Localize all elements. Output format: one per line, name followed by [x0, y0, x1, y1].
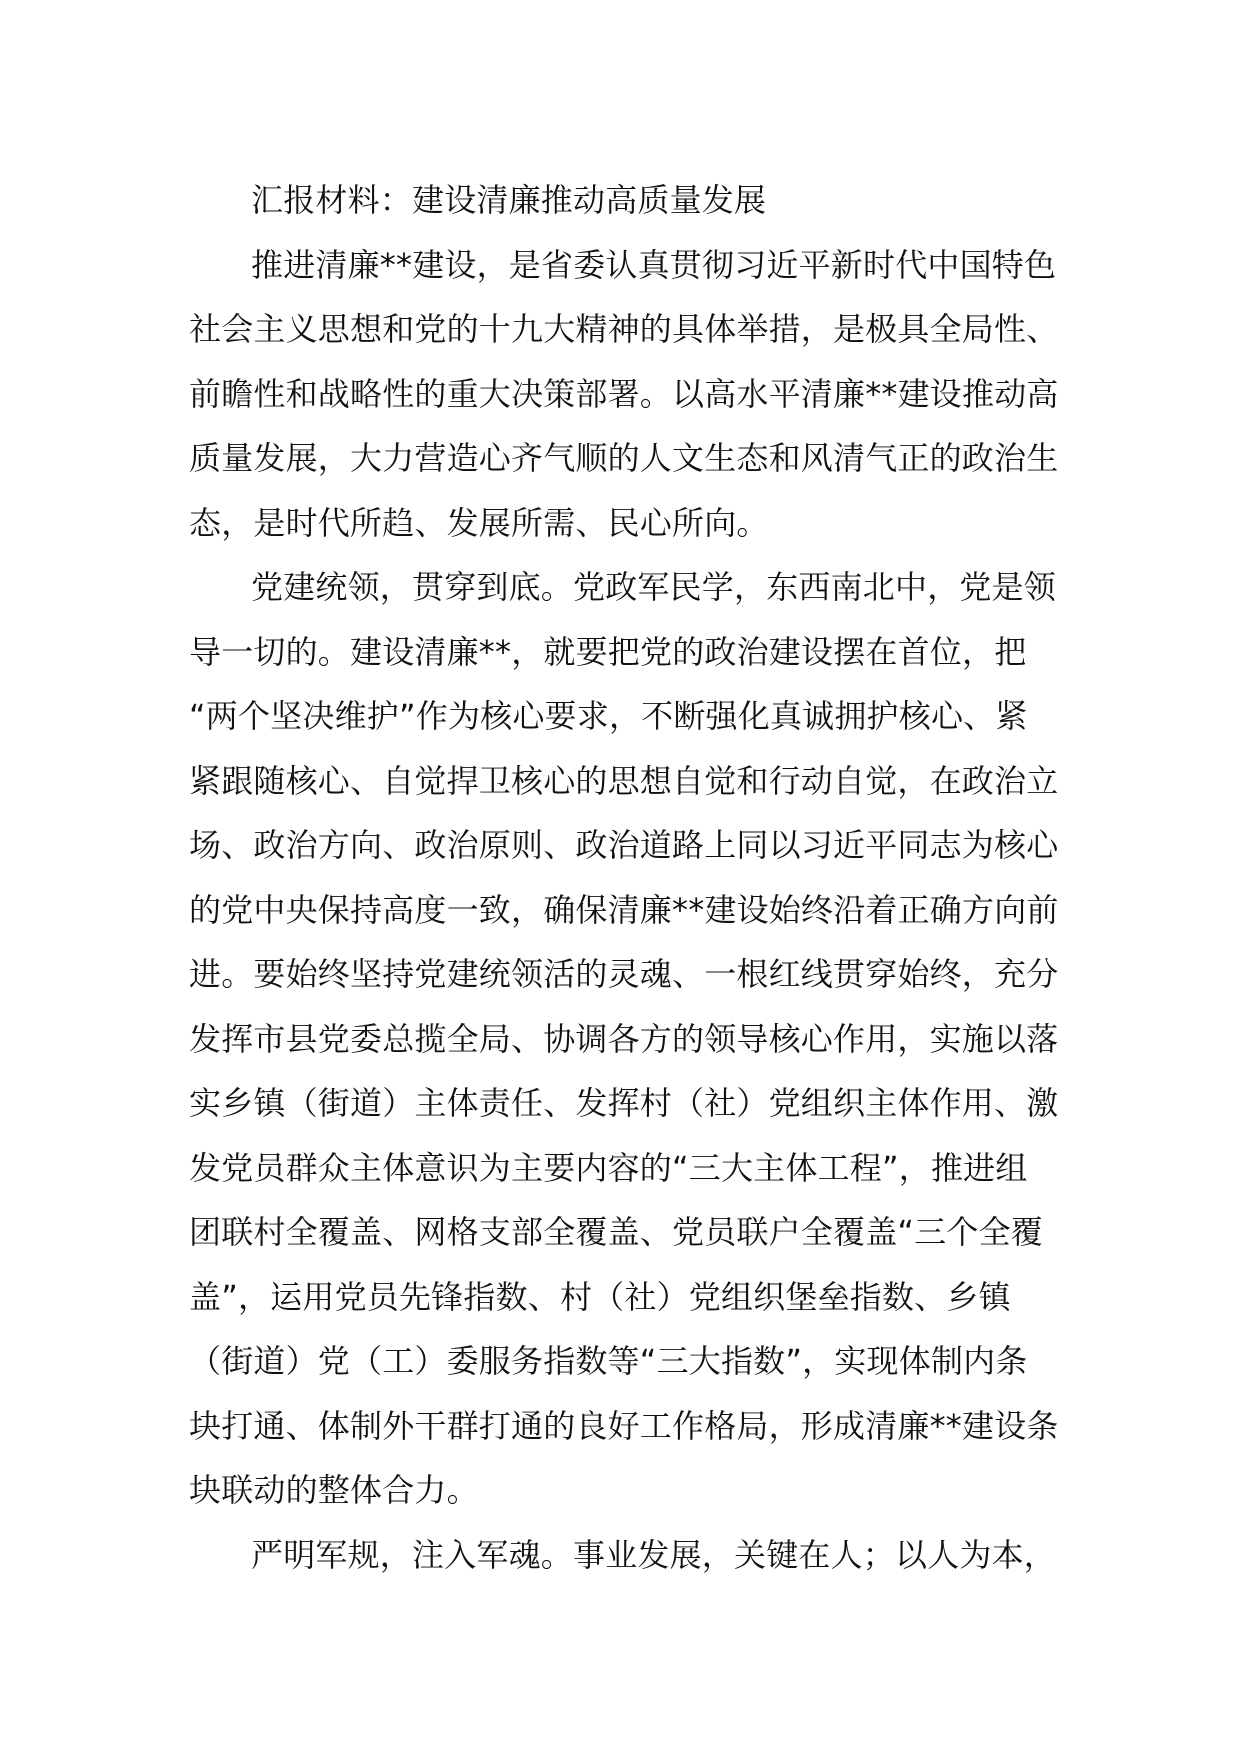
paragraph-line: 团联村全覆盖、网格支部全覆盖、党员联户全覆盖“三个全覆: [189, 1213, 1043, 1251]
paragraph-3: [189, 1523, 1061, 1588]
paragraph-line: 发党员群众主体意识为主要内容的“三大主体工程”，推进组: [189, 1148, 1028, 1187]
paragraph-line: 场、政治方向、政治原则、政治道路上同以习近平同志为核心: [189, 826, 1059, 864]
paragraph-1: [189, 233, 1061, 556]
paragraph-2: [189, 555, 1061, 1523]
paragraph-line: 推进清廉**建设，是省委认真贯彻习近平新时代中国特色: [251, 245, 1057, 284]
paragraph-line: 盖”，运用党员先锋指数、村（社）党组织堡垒指数、乡镇: [189, 1277, 1011, 1316]
paragraph-line: 社会主义思想和党的十九大精神的具体举措，是极具全局性、: [189, 310, 1059, 348]
paragraph-line: 党建统领，贯穿到底。党政军民学，东西南北中，党是领: [251, 568, 1057, 606]
paragraph-line: 块打通、体制外干群打通的良好工作格局，形成清廉**建设条: [189, 1406, 1059, 1445]
paragraph-line: （街道）党（工）委服务指数等“三大指数”，实现体制内条: [189, 1342, 1028, 1380]
paragraph-line: 块联动的整体合力。: [189, 1471, 479, 1509]
paragraph-line: 导一切的。建设清廉**，就要把党的政治建设摆在首位，把: [189, 632, 1027, 671]
paragraph-line: 进。要始终坚持党建统领活的灵魂、一根红线贯穿始终，充分: [189, 955, 1059, 993]
paragraph-line: 态，是时代所趋、发展所需、民心所向。: [189, 503, 769, 542]
document-title: 汇报材料：建设清廉推动高质量发展: [251, 181, 767, 219]
paragraph-line: 严明军规，注入军魂。事业发展，关键在人；以人为本，: [251, 1535, 1057, 1574]
paragraph-line: 发挥市县党委总揽全局、协调各方的领导核心作用，实施以落: [189, 1019, 1059, 1058]
paragraph-line: 紧跟随核心、自觉捍卫核心的思想自觉和行动自觉，在政治立: [189, 761, 1059, 800]
paragraph-line: 的党中央保持高度一致，确保清廉**建设始终沿着正确方向前: [189, 890, 1059, 929]
document-page: [189, 168, 1061, 1587]
paragraph-line: 质量发展，大力营造心齐气顺的人文生态和风清气正的政治生: [189, 439, 1059, 477]
paragraph-line: 实乡镇（街道）主体责任、发挥村（社）党组织主体作用、激: [189, 1084, 1059, 1122]
paragraph-line: “两个坚决维护”作为核心要求，不断强化真诚拥护核心、紧: [189, 697, 1028, 735]
paragraph-line: 前瞻性和战略性的重大决策部署。以高水平清廉**建设推动高: [189, 374, 1059, 413]
